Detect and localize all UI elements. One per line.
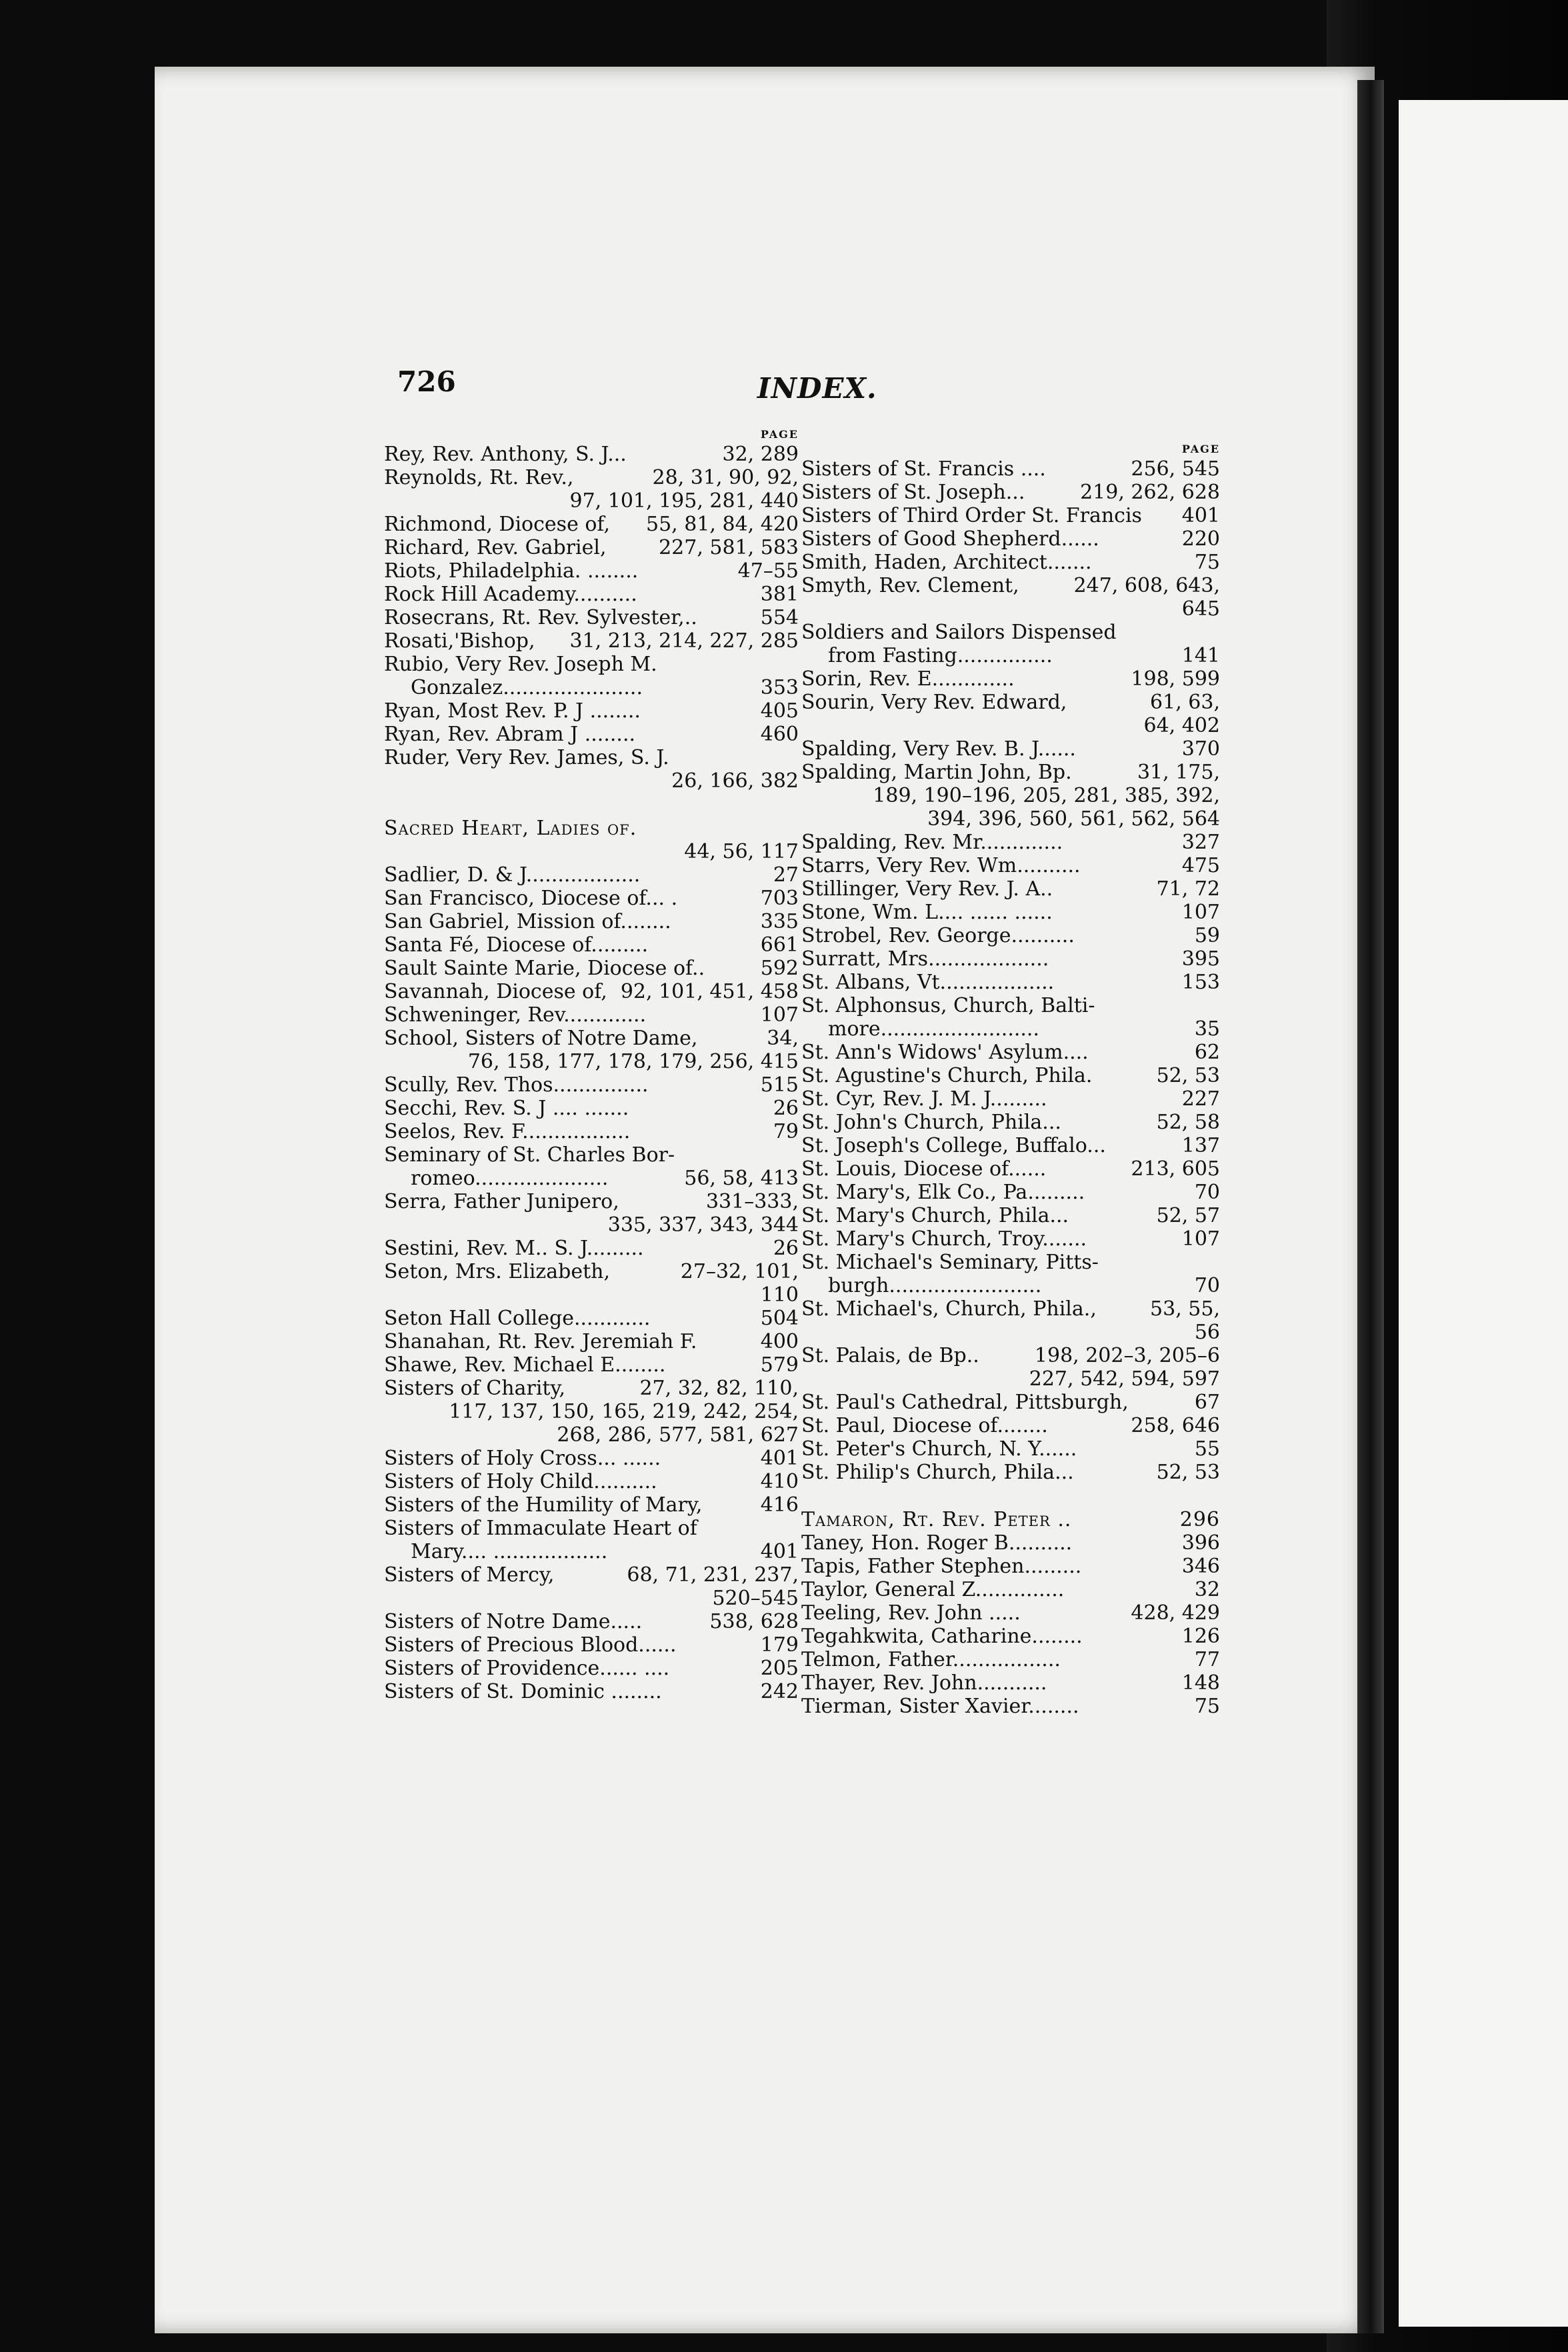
- index-entry: [801, 1297, 1220, 1321]
- entry-pages: 220: [1181, 527, 1220, 551]
- page-column-label: PAGE: [760, 428, 799, 441]
- entry-name: St. Ann's Widows' Asylum....: [801, 1041, 1089, 1064]
- index-entry: [801, 667, 1220, 691]
- entry-name: Sorin, Rev. E.............: [801, 667, 1015, 691]
- index-entry: [384, 559, 799, 583]
- entry-pages: 205: [760, 1657, 799, 1680]
- entry-pages: 70: [1194, 1274, 1220, 1297]
- entry-name: St. Michael's, Church, Phila.,: [801, 1297, 1097, 1321]
- entry-pages: 148: [1181, 1671, 1220, 1695]
- entry-name: Ruder, Very Rev. James, S. J.: [384, 746, 669, 769]
- entry-pages: 460: [760, 723, 799, 746]
- entry-pages: 27, 32, 82, 110,: [639, 1377, 799, 1400]
- entry-pages: 258, 646: [1131, 1414, 1220, 1437]
- entry-pages: 256, 545: [1131, 457, 1220, 481]
- entry-pages: 52, 53: [1156, 1064, 1220, 1087]
- index-entry: [384, 1167, 799, 1190]
- entry-pages: 141: [1181, 644, 1220, 667]
- entry-name: Scully, Rev. Thos...............: [384, 1073, 649, 1097]
- entry-pages: 703: [760, 887, 799, 910]
- entry-pages: 153: [1181, 971, 1220, 994]
- entry-name: from Fasting...............: [828, 644, 1053, 667]
- index-entry: [384, 887, 799, 910]
- entry-pages: 75: [1194, 1695, 1220, 1718]
- index-entry: [801, 1625, 1220, 1648]
- section-gap: [801, 1484, 1220, 1508]
- index-entry-continuation: 110: [760, 1283, 799, 1307]
- index-entry-continuation: 645: [1181, 597, 1220, 621]
- entry-name: Sisters of St. Francis ....: [801, 457, 1046, 481]
- index-entry: [384, 1610, 799, 1633]
- entry-pages: 296: [1179, 1508, 1220, 1531]
- index-entry-continuation: 227, 542, 594, 597: [1029, 1367, 1220, 1391]
- entry-name: Spalding, Very Rev. B. J......: [801, 737, 1076, 761]
- index-entry-continuation: 268, 286, 577, 581, 627: [557, 1423, 799, 1447]
- index-entry: [384, 1447, 799, 1470]
- entry-name: Seton Hall College............: [384, 1307, 651, 1330]
- index-entry-continuation: 64, 402: [1143, 714, 1220, 737]
- entry-name: Tierman, Sister Xavier........: [801, 1695, 1079, 1718]
- index-entry: [801, 854, 1220, 877]
- entry-pages: 31, 175,: [1137, 761, 1220, 784]
- entry-name: Smith, Haden, Architect.......: [801, 551, 1092, 574]
- entry-name: Seton, Mrs. Elizabeth,: [384, 1260, 610, 1283]
- entry-name: Tapis, Father Stephen.........: [801, 1555, 1082, 1578]
- entry-pages: 56, 58, 413: [684, 1167, 799, 1190]
- entry-pages: 107: [760, 1003, 799, 1027]
- index-entry: [384, 676, 799, 699]
- index-entry: [384, 536, 799, 559]
- entry-pages: 400: [760, 1330, 799, 1353]
- index-entry: [384, 1120, 799, 1143]
- index-entry: [384, 1190, 799, 1213]
- index-entry: [384, 583, 799, 606]
- entry-pages: 179: [760, 1633, 799, 1657]
- index-entry-continuation: 97, 101, 195, 281, 440: [569, 489, 799, 513]
- index-entry: [384, 1027, 799, 1050]
- page-title: INDEX.: [757, 372, 877, 405]
- entry-name: St. Michael's Seminary, Pitts-: [801, 1251, 1099, 1274]
- entry-pages: 126: [1181, 1625, 1220, 1648]
- page-number: 726: [397, 365, 456, 398]
- entry-pages: 213, 605: [1131, 1157, 1220, 1181]
- entry-name: Soldiers and Sailors Dispensed: [801, 621, 1117, 644]
- entry-pages: 55, 81, 84, 420: [646, 513, 799, 536]
- entry-name: St. Mary's Church, Phila...: [801, 1204, 1069, 1227]
- index-entry: [801, 1274, 1220, 1297]
- entry-name: Savannah, Diocese of,: [384, 980, 607, 1003]
- index-entry: [384, 746, 799, 769]
- entry-pages: 47–55: [737, 559, 799, 583]
- entry-name: Telmon, Father.................: [801, 1648, 1061, 1671]
- index-entry: [384, 1633, 799, 1657]
- entry-pages: 428, 429: [1131, 1601, 1220, 1625]
- entry-pages: 416: [760, 1493, 799, 1517]
- entry-name: Sisters of Good Shepherd......: [801, 527, 1099, 551]
- entry-pages: 107: [1181, 1227, 1220, 1251]
- index-entry: [801, 1695, 1220, 1718]
- index-entry: [384, 1493, 799, 1517]
- index-entry: [384, 1073, 799, 1097]
- entry-name: St. Peter's Church, N. Y......: [801, 1437, 1077, 1461]
- index-entry: [384, 1330, 799, 1353]
- entry-name: Richmond, Diocese of,: [384, 513, 610, 536]
- entry-pages: 137: [1181, 1134, 1220, 1157]
- index-entry: [384, 1540, 799, 1563]
- index-entry: [384, 1097, 799, 1120]
- index-entry: [801, 1578, 1220, 1601]
- index-entry: [384, 1307, 799, 1330]
- entry-pages: 27–32, 101,: [680, 1260, 799, 1283]
- entry-name: Seelos, Rev. F.................: [384, 1120, 631, 1143]
- entry-pages: 592: [760, 957, 799, 980]
- entry-name: Stone, Wm. L.... ...... ......: [801, 901, 1053, 924]
- entry-pages: 331–333,: [705, 1190, 799, 1213]
- entry-name: romeo.....................: [411, 1167, 609, 1190]
- entry-name: Rosecrans, Rt. Rev. Sylvester,..: [384, 606, 697, 629]
- entry-name: Sisters of St. Joseph...: [801, 481, 1025, 504]
- entry-pages: 53, 55,: [1150, 1297, 1220, 1321]
- book-gutter: [1357, 80, 1384, 2333]
- entry-pages: 405: [760, 699, 799, 723]
- entry-name: Surratt, Mrs...................: [801, 947, 1049, 971]
- index-entry: [801, 1461, 1220, 1484]
- entry-name: Mary.... ..................: [411, 1540, 608, 1563]
- index-entry: [801, 457, 1220, 481]
- entry-name: more.........................: [828, 1017, 1040, 1041]
- entry-pages: 32: [1194, 1578, 1220, 1601]
- index-entry: [384, 980, 799, 1003]
- index-entry: [801, 1087, 1220, 1111]
- entry-pages: 401: [760, 1540, 799, 1563]
- entry-pages: 198, 599: [1131, 667, 1220, 691]
- entry-pages: 346: [1181, 1555, 1220, 1578]
- index-entry: [801, 574, 1220, 597]
- entry-pages: 579: [760, 1353, 799, 1377]
- index-entry: [384, 443, 799, 466]
- index-entry: [384, 629, 799, 653]
- index-entry: [801, 621, 1220, 644]
- index-entry: [801, 994, 1220, 1017]
- index-entry: [801, 1134, 1220, 1157]
- entry-name: Spalding, Martin John, Bp.: [801, 761, 1072, 784]
- entry-name: Sault Sainte Marie, Diocese of..: [384, 957, 705, 980]
- entry-name: Starrs, Very Rev. Wm..........: [801, 854, 1081, 877]
- entry-name: Serra, Father Junipero,: [384, 1190, 619, 1213]
- index-entry: [384, 699, 799, 723]
- entry-pages: 59: [1194, 924, 1220, 947]
- index-entry-continuation: 520–545: [712, 1587, 799, 1610]
- index-entry: [801, 481, 1220, 504]
- entry-pages: 370: [1181, 737, 1220, 761]
- entry-pages: 68, 71, 231, 237,: [627, 1563, 799, 1587]
- entry-pages: 381: [760, 583, 799, 606]
- index-entry: [801, 1157, 1220, 1181]
- index-entry: [384, 466, 799, 489]
- entry-pages: 35: [1194, 1017, 1220, 1041]
- entry-name: Sisters of Immaculate Heart of: [384, 1517, 697, 1540]
- index-entry: [801, 551, 1220, 574]
- index-entry: [801, 1437, 1220, 1461]
- entry-pages: 77: [1194, 1648, 1220, 1671]
- index-entry-continuation: 26, 166, 382: [671, 769, 799, 793]
- entry-pages: 26: [773, 1237, 799, 1260]
- entry-name: Sisters of Charity,: [384, 1377, 565, 1400]
- index-entry: [384, 1563, 799, 1587]
- entry-pages: 26: [773, 1097, 799, 1120]
- entry-pages: 71, 72: [1156, 877, 1220, 901]
- index-entry: [384, 1353, 799, 1377]
- index-entry: [801, 1648, 1220, 1671]
- entry-name: Sisters of Third Order St. Francis: [801, 504, 1142, 527]
- entry-name: Teeling, Rev. John .....: [801, 1601, 1021, 1625]
- index-entry: [801, 1601, 1220, 1625]
- index-entry-continuation: 117, 137, 150, 165, 219, 242, 254,: [449, 1400, 799, 1423]
- entry-name: Smyth, Rev. Clement,: [801, 574, 1019, 597]
- entry-name: School, Sisters of Notre Dame,: [384, 1027, 698, 1050]
- entry-name: Ryan, Most Rev. P. J ........: [384, 699, 641, 723]
- entry-pages: 401: [760, 1447, 799, 1470]
- entry-name: St. John's Church, Phila...: [801, 1111, 1061, 1134]
- index-entry: [384, 1517, 799, 1540]
- index-entry-continuation: 394, 396, 560, 561, 562, 564: [927, 807, 1220, 831]
- index-entry: [384, 606, 799, 629]
- entry-name: Sourin, Very Rev. Edward,: [801, 691, 1067, 714]
- index-entry: [801, 831, 1220, 854]
- entry-pages: 32, 289: [722, 443, 799, 466]
- section-gap: [384, 793, 799, 817]
- entry-name: Sestini, Rev. M.. S. J.........: [384, 1237, 644, 1260]
- index-entry: [384, 910, 799, 933]
- entry-name: Seminary of St. Charles Bor-: [384, 1143, 675, 1167]
- index-entry: [384, 957, 799, 980]
- index-entry: [801, 1111, 1220, 1134]
- entry-name: St. Agustine's Church, Phila.: [801, 1064, 1093, 1087]
- entry-pages: 475: [1181, 854, 1220, 877]
- entry-pages: 219, 262, 628: [1080, 481, 1220, 504]
- entry-pages: 79: [773, 1120, 799, 1143]
- entry-name: Shawe, Rev. Michael E........: [384, 1353, 666, 1377]
- index-entry: [384, 933, 799, 957]
- index-entry: [801, 1181, 1220, 1204]
- entry-pages: 62: [1194, 1041, 1220, 1064]
- index-entry: [801, 1671, 1220, 1695]
- index-entry: [801, 1017, 1220, 1041]
- entry-name: Rubio, Very Rev. Joseph M.: [384, 653, 657, 676]
- entry-name: Sadlier, D. & J..................: [384, 863, 641, 887]
- entry-name: St. Mary's, Elk Co., Pa.........: [801, 1181, 1085, 1204]
- entry-name: Strobel, Rev. George..........: [801, 924, 1075, 947]
- entry-name: St. Cyr, Rev. J. M. J.........: [801, 1087, 1047, 1111]
- entry-pages: 92, 101, 451, 458: [620, 980, 799, 1003]
- entry-pages: 55: [1194, 1437, 1220, 1461]
- entry-pages: 353: [760, 676, 799, 699]
- entry-pages: 227, 581, 583: [659, 536, 799, 559]
- entry-pages: 27: [773, 863, 799, 887]
- entry-name: Sisters of Notre Dame.....: [384, 1610, 643, 1633]
- entry-name: Tamaron, Rt. Rev. Peter ..: [801, 1508, 1072, 1531]
- entry-name: Sacred Heart, Ladies of.: [384, 817, 637, 840]
- index-entry: [801, 1041, 1220, 1064]
- entry-pages: 410: [760, 1470, 799, 1493]
- index-entry: [801, 1064, 1220, 1087]
- entry-name: Rosati,'Bishop,: [384, 629, 535, 653]
- entry-pages: 28, 31, 90, 92,: [652, 466, 799, 489]
- index-entry: [384, 1260, 799, 1283]
- index-entry: [801, 971, 1220, 994]
- index-entry: [384, 1377, 799, 1400]
- entry-name: San Francisco, Diocese of... .: [384, 887, 678, 910]
- index-column-right: [801, 441, 1220, 1718]
- entry-pages: 401: [1181, 504, 1220, 527]
- entry-name: Reynolds, Rt. Rev.,: [384, 466, 574, 489]
- entry-pages: 247, 608, 643,: [1073, 574, 1220, 597]
- entry-name: Ryan, Rev. Abram J ........: [384, 723, 636, 746]
- index-entry: [384, 863, 799, 887]
- index-entry: [384, 653, 799, 676]
- index-entries: [384, 443, 799, 1703]
- entry-name: Stillinger, Very Rev. J. A..: [801, 877, 1053, 901]
- entry-name: Taney, Hon. Roger B..........: [801, 1531, 1073, 1555]
- entry-name: St. Alphonsus, Church, Balti-: [801, 994, 1095, 1017]
- index-entry: [801, 1508, 1220, 1531]
- facing-page-edge: [1399, 100, 1568, 2327]
- entry-name: Riots, Philadelphia. ........: [384, 559, 639, 583]
- index-entry: [801, 947, 1220, 971]
- index-entry: [801, 924, 1220, 947]
- entry-pages: 70: [1194, 1181, 1220, 1204]
- entry-name: Rock Hill Academy..........: [384, 583, 637, 606]
- entry-name: Tegahkwita, Catharine........: [801, 1625, 1083, 1648]
- index-entry: [384, 1237, 799, 1260]
- entry-pages: 538, 628: [709, 1610, 799, 1633]
- index-entry: [801, 1204, 1220, 1227]
- entry-pages: 52, 58: [1156, 1111, 1220, 1134]
- entry-name: St. Palais, de Bp..: [801, 1344, 979, 1367]
- index-entry: [801, 1391, 1220, 1414]
- entry-pages: 242: [760, 1680, 799, 1703]
- entry-name: St. Philip's Church, Phila...: [801, 1461, 1074, 1484]
- index-entry: [384, 1143, 799, 1167]
- index-entry: [801, 1227, 1220, 1251]
- entry-name: Gonzalez......................: [411, 676, 643, 699]
- entry-name: Sisters of Mercy,: [384, 1563, 555, 1587]
- entry-pages: 107: [1181, 901, 1220, 924]
- entry-name: Thayer, Rev. John...........: [801, 1671, 1047, 1695]
- index-entry-continuation: 56: [1194, 1321, 1220, 1344]
- index-entry: [801, 1531, 1220, 1555]
- entry-pages: 75: [1194, 551, 1220, 574]
- entry-name: Richard, Rev. Gabriel,: [384, 536, 607, 559]
- index-entry-continuation: 335, 337, 343, 344: [607, 1213, 799, 1237]
- entry-name: San Gabriel, Mission of........: [384, 910, 671, 933]
- page-column-label: PAGE: [1181, 443, 1220, 455]
- entry-pages: 504: [760, 1307, 799, 1330]
- entry-name: Santa Fé, Diocese of.........: [384, 933, 649, 957]
- index-entry: [384, 513, 799, 536]
- entry-name: Rey, Rev. Anthony, S. J...: [384, 443, 627, 466]
- index-entries: [801, 457, 1220, 1718]
- entry-name: Sisters of the Humility of Mary,: [384, 1493, 703, 1517]
- entry-name: Sisters of St. Dominic ........: [384, 1680, 662, 1703]
- index-entry: [801, 901, 1220, 924]
- entry-name: St. Paul's Cathedral, Pittsburgh,: [801, 1391, 1129, 1414]
- entry-name: Sisters of Precious Blood......: [384, 1633, 677, 1657]
- index-entry: [801, 1555, 1220, 1578]
- entry-pages: 396: [1181, 1531, 1220, 1555]
- index-entry: [801, 1414, 1220, 1437]
- entry-pages: 395: [1181, 947, 1220, 971]
- entry-pages: 67: [1194, 1391, 1220, 1414]
- entry-pages: 52, 57: [1156, 1204, 1220, 1227]
- index-entry: [801, 761, 1220, 784]
- entry-pages: 34,: [767, 1027, 799, 1050]
- entry-name: Sisters of Providence...... ....: [384, 1657, 670, 1680]
- entry-pages: 61, 63,: [1150, 691, 1220, 714]
- entry-name: burgh........................: [828, 1274, 1042, 1297]
- entry-pages: 661: [760, 933, 799, 957]
- entry-name: Taylor, General Z..............: [801, 1578, 1065, 1601]
- entry-pages: 554: [760, 606, 799, 629]
- index-entry: [801, 527, 1220, 551]
- index-entry: [801, 504, 1220, 527]
- entry-name: Shanahan, Rt. Rev. Jeremiah F.: [384, 1330, 697, 1353]
- entry-pages: 327: [1181, 831, 1220, 854]
- index-entry: [801, 737, 1220, 761]
- entry-name: St. Joseph's College, Buffalo...: [801, 1134, 1106, 1157]
- entry-name: Secchi, Rev. S. J .... .......: [384, 1097, 629, 1120]
- entry-name: St. Paul, Diocese of........: [801, 1414, 1048, 1437]
- entry-name: St. Louis, Diocese of......: [801, 1157, 1047, 1181]
- index-entry-continuation: 44, 56, 117: [684, 840, 799, 863]
- index-entry: [384, 817, 799, 840]
- index-column-left: [384, 427, 799, 1703]
- index-entry: [801, 1251, 1220, 1274]
- index-entry: [384, 1003, 799, 1027]
- entry-name: Schweninger, Rev.............: [384, 1003, 647, 1027]
- index-entry: [801, 644, 1220, 667]
- entry-name: Sisters of Holy Child..........: [384, 1470, 657, 1493]
- entry-name: St. Albans, Vt..................: [801, 971, 1055, 994]
- entry-name: Sisters of Holy Cross... ......: [384, 1447, 661, 1470]
- entry-name: Spalding, Rev. Mr.............: [801, 831, 1063, 854]
- index-entry: [801, 877, 1220, 901]
- index-entry: [801, 1344, 1220, 1367]
- index-entry-continuation: 76, 158, 177, 178, 179, 256, 415: [467, 1050, 799, 1073]
- index-entry-continuation: 189, 190–196, 205, 281, 385, 392,: [873, 784, 1220, 807]
- entry-pages: 227: [1181, 1087, 1220, 1111]
- entry-pages: 198, 202–3, 205–6: [1034, 1344, 1220, 1367]
- entry-pages: 515: [760, 1073, 799, 1097]
- entry-pages: 52, 53: [1156, 1461, 1220, 1484]
- index-entry: [384, 723, 799, 746]
- entry-name: St. Mary's Church, Troy.......: [801, 1227, 1087, 1251]
- index-entry: [801, 691, 1220, 714]
- entry-pages: 31, 213, 214, 227, 285: [569, 629, 799, 653]
- index-entry: [384, 1470, 799, 1493]
- index-entry: [384, 1680, 799, 1703]
- index-entry: [384, 1657, 799, 1680]
- entry-pages: 335: [760, 910, 799, 933]
